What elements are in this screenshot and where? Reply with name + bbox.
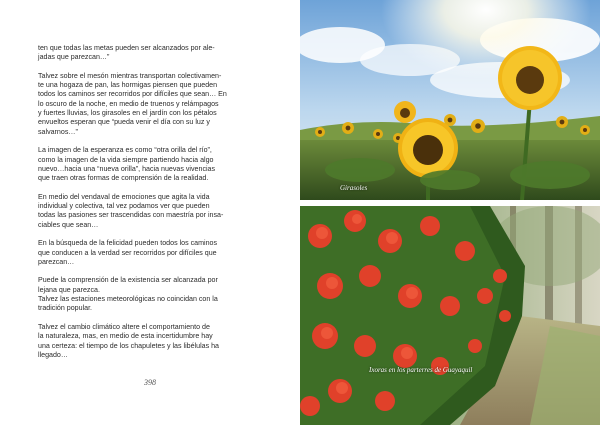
right-page xyxy=(300,0,600,425)
page-number: 398 xyxy=(144,378,156,387)
ixora-photo xyxy=(300,206,600,425)
sunflower-field-image xyxy=(300,0,600,200)
body-text xyxy=(38,44,263,369)
photo-caption: Ixoras en los parterres de Guayaquil xyxy=(369,366,473,374)
sunflower xyxy=(394,101,416,123)
paragraph: ten que todas las metas pueden ser alcanzados por ale- jadas que parezcan…” xyxy=(38,44,215,62)
paragraph: Puede la comprensión de la existencia ser alcanzada por lejana que parezca. Talvez las estaciones meteorológicas no coincidan con la tradición popular. xyxy=(38,276,218,313)
photo-caption: Girasoles xyxy=(340,184,368,192)
paragraph: En la búsqueda de la felicidad pueden todos los caminos que conducen a la verdad ser recorridos por difíciles que parezcan… xyxy=(38,239,218,266)
paragraph: Talvez el cambio climático altere el comportamiento de la naturaleza, mas, en medio de esta incertidumbre hay una certeza: el tiempo de los chapuletes y las libélulas ha llegado… xyxy=(38,322,219,359)
sunflower-photo xyxy=(300,0,600,200)
paragraph: Talvez sobre el mesón mientras transportan colectivamen- te una hogaza de pan, las hormigas piensen que pueden todos los caminos ser recorridos por difíciles que sean… En lo oscuro de la noche, en medio de truenos y relámpagos y fuertes lluvias, los girasoles en el jardín con los pétalos envueltos esperan que “pueda venir el día con su luz y salvarnos…” xyxy=(38,71,227,136)
paragraph: En medio del vendaval de emociones que agita la vida individual y colectiva, tal vez podamos ver que pueden todas las pasiones ser trascendidas con maestría por insa- ciables que sean… xyxy=(38,192,224,229)
ixora-hedge-image xyxy=(300,206,600,425)
paragraph: La imagen de la esperanza es como “otra orilla del río”, como la imagen de la vida siempre partiendo hacia algo nuevo…hacia una “nueva orilla”, hacia nuevas vivencias que traen otras formas de comprensión de la realidad. xyxy=(38,146,216,183)
